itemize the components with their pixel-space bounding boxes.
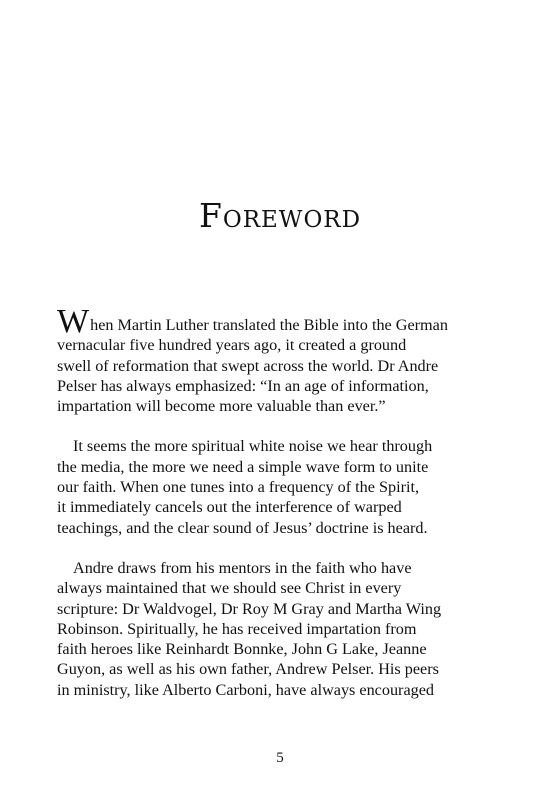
- paragraph-line: [57, 303, 507, 340]
- paragraph-line: faith heroes like Reinhardt Bonnke, John G Lake, Jeanne: [57, 640, 427, 659]
- paragraph-line: in ministry, like Alberto Carboni, have always encouraged: [57, 680, 435, 699]
- paragraph-1: [57, 303, 507, 416]
- paragraph-line: Andre draws from his mentors in the faith who have: [73, 558, 412, 577]
- paragraph-line: It seems the more spiritual white noise we hear through: [73, 437, 433, 456]
- paragraph-3: [57, 558, 507, 700]
- paragraph-line: Guyon, as well as his own father, Andrew Pelser. His peers: [57, 660, 439, 679]
- paragraph-line: it immediately cancels out the interference of warped: [57, 498, 402, 517]
- foreword-body: [57, 303, 507, 700]
- paragraph-line: vernacular five hundred years ago, it created a ground: [57, 336, 407, 355]
- paragraph-line: teachings, and the clear sound of Jesus’ doctrine is heard.: [57, 518, 428, 537]
- paragraph-line: Robinson. Spiritually, he has received impartation from: [57, 619, 417, 638]
- page-title: Foreword: [198, 196, 362, 235]
- paragraph-2: [57, 436, 507, 537]
- paragraph-line: the media, the more we need a simple wave form to unite: [57, 457, 429, 476]
- paragraph-line: scripture: Dr Waldvogel, Dr Roy M Gray and Martha Wing: [57, 599, 442, 618]
- paragraph-line-text: hen Martin Luther translated the Bible into the German: [90, 316, 448, 334]
- paragraph-line: swell of reformation that swept across the world. Dr Andre: [57, 356, 439, 375]
- drop-cap: W: [57, 303, 90, 340]
- paragraph-line: impartation will become more valuable than ever.”: [57, 397, 386, 416]
- page-number: 5: [276, 750, 284, 766]
- paragraph-line: Pelser has always emphasized: “In an age of information,: [57, 376, 429, 395]
- paragraph-line: always maintained that we should see Christ in every: [57, 579, 402, 598]
- paragraph-line: our faith. When one tunes into a frequency of the Spirit,: [57, 478, 420, 497]
